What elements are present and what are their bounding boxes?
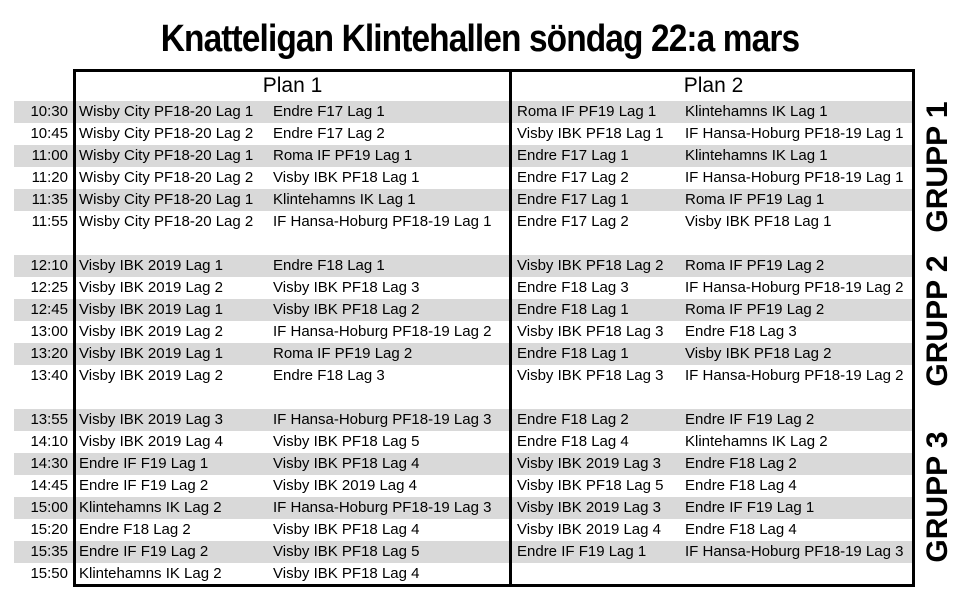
match-time: 11:00 — [31, 147, 68, 164]
plan1-away-team: IF Hansa-Hoburg PF18-19 Lag 3 — [273, 411, 492, 428]
match-time: 14:10 — [30, 433, 68, 450]
plan1-home-team: Wisby City PF18-20 Lag 2 — [79, 125, 254, 142]
plan1-header: Plan 1 — [262, 74, 323, 97]
plan2-home-team — [510, 563, 682, 585]
schedule-row — [14, 453, 912, 475]
plan1-away-team: Roma IF PF19 Lag 2 — [273, 345, 413, 362]
plan2-home-team: Endre F17 Lag 2 — [517, 213, 629, 230]
match-time: 10:30 — [30, 103, 68, 120]
plan2-away-team: IF Hansa-Hoburg PF18-19 Lag 2 — [685, 367, 904, 384]
plan-divider-line — [509, 69, 512, 587]
match-time: 15:20 — [30, 521, 68, 538]
schedule-row — [14, 211, 912, 233]
plan2-home-team: Endre F17 Lag 2 — [517, 169, 629, 186]
plan2-away-team: Endre F18 Lag 4 — [685, 477, 797, 494]
schedule-row — [14, 409, 912, 431]
schedule-row — [14, 145, 912, 167]
plan1-home-team: Endre IF F19 Lag 1 — [79, 455, 209, 472]
match-time: 15:00 — [30, 499, 68, 516]
plan1-home-team: Visby IBK 2019 Lag 2 — [79, 279, 223, 296]
plan1-home-team: Klintehamns IK Lag 2 — [79, 499, 222, 516]
plan1-away-team: Roma IF PF19 Lag 1 — [273, 147, 413, 164]
match-time: 12:25 — [30, 279, 68, 296]
plan2-home-team: Visby IBK PF18 Lag 2 — [517, 257, 664, 274]
plan1-away-team: Visby IBK PF18 Lag 1 — [273, 169, 420, 186]
match-time: 11:55 — [31, 213, 68, 230]
plan1-away-team: IF Hansa-Hoburg PF18-19 Lag 3 — [273, 499, 492, 516]
schedule-row — [14, 167, 912, 189]
plan2-away-team: IF Hansa-Hoburg PF18-19 Lag 3 — [685, 543, 904, 560]
plan2-home-team: Visby IBK PF18 Lag 5 — [517, 477, 664, 494]
plan2-home-team: Visby IBK 2019 Lag 4 — [517, 521, 661, 538]
match-time: 10:45 — [30, 125, 68, 142]
plan1-away-team: Visby IBK PF18 Lag 2 — [273, 301, 420, 318]
plan1-away-team: Endre F18 Lag 3 — [273, 367, 385, 384]
schedule-row — [14, 277, 912, 299]
match-time: 13:40 — [30, 367, 68, 384]
group-gap-row — [14, 233, 912, 255]
plan2-away-team: Klintehamns IK Lag 1 — [685, 147, 828, 164]
plan2-away-team: Endre F18 Lag 2 — [685, 455, 797, 472]
plan1-away-team: Visby IBK PF18 Lag 5 — [273, 433, 420, 450]
plan2-home-team: Roma IF PF19 Lag 1 — [517, 103, 657, 120]
match-time: 11:35 — [31, 191, 68, 208]
plan1-home-team: Endre F18 Lag 2 — [79, 521, 191, 538]
plan2-away-team: Endre IF F19 Lag 1 — [685, 499, 815, 516]
plan2-away-team: IF Hansa-Hoburg PF18-19 Lag 1 — [685, 169, 904, 186]
schedule-row — [14, 299, 912, 321]
plan1-home-team: Wisby City PF18-20 Lag 2 — [79, 213, 254, 230]
plan2-away-team: Endre F18 Lag 3 — [685, 323, 797, 340]
plan1-away-team: Visby IBK PF18 Lag 5 — [273, 543, 420, 560]
plan2-home-team: Visby IBK PF18 Lag 1 — [517, 125, 664, 142]
plan1-away-team: Visby IBK PF18 Lag 4 — [273, 565, 420, 582]
plan2-home-team: Visby IBK PF18 Lag 3 — [517, 367, 664, 384]
match-time: 15:50 — [30, 565, 68, 582]
match-time: 12:45 — [30, 301, 68, 318]
plan1-away-team: Klintehamns IK Lag 1 — [273, 191, 416, 208]
group1-label: GRUPP 1 — [921, 101, 954, 233]
plan1-home-team: Wisby City PF18-20 Lag 1 — [79, 103, 254, 120]
plan1-away-team: IF Hansa-Hoburg PF18-19 Lag 2 — [273, 323, 492, 340]
plan2-home-team: Endre IF F19 Lag 1 — [517, 543, 647, 560]
plan2-home-team: Endre F18 Lag 4 — [517, 433, 629, 450]
plan1-home-team: Wisby City PF18-20 Lag 1 — [79, 191, 254, 208]
plan2-away-team: Roma IF PF19 Lag 2 — [685, 257, 825, 274]
schedule-row — [14, 255, 912, 277]
group2-label: GRUPP 2 — [921, 255, 954, 387]
plan2-away-team: Endre F18 Lag 4 — [685, 521, 797, 538]
schedule-row — [14, 563, 912, 585]
plan2-away-team: IF Hansa-Hoburg PF18-19 Lag 1 — [685, 125, 904, 142]
plan2-away-team: Visby IBK PF18 Lag 2 — [685, 345, 832, 362]
plan1-home-team: Wisby City PF18-20 Lag 2 — [79, 169, 254, 186]
plan1-home-team: Visby IBK 2019 Lag 1 — [79, 257, 223, 274]
match-time: 13:00 — [30, 323, 68, 340]
schedule-row — [14, 101, 912, 123]
plan1-home-team: Wisby City PF18-20 Lag 1 — [79, 147, 254, 164]
plan1-home-team: Endre IF F19 Lag 2 — [79, 477, 209, 494]
plan2-home-team: Endre F18 Lag 1 — [517, 301, 629, 318]
plan2-home-team: Endre F18 Lag 3 — [517, 279, 629, 296]
schedule-row — [14, 431, 912, 453]
plan2-home-team: Endre F18 Lag 1 — [517, 345, 629, 362]
plan1-home-team: Visby IBK 2019 Lag 3 — [79, 411, 223, 428]
plan2-away-team: Roma IF PF19 Lag 2 — [685, 301, 825, 318]
plan2-away-team: Klintehamns IK Lag 2 — [685, 433, 828, 450]
plan2-home-team: Endre F18 Lag 2 — [517, 411, 629, 428]
plan2-away-team: Visby IBK PF18 Lag 1 — [685, 213, 832, 230]
plan1-away-team: Visby IBK PF18 Lag 3 — [273, 279, 420, 296]
schedule-row — [14, 321, 912, 343]
plan1-away-team: Endre F17 Lag 1 — [273, 103, 385, 120]
page-title: Knatteligan Klintehallen söndag 22:a mars — [160, 18, 800, 60]
plan2-away-team: Endre IF F19 Lag 2 — [685, 411, 815, 428]
plan2-home-team: Endre F17 Lag 1 — [517, 147, 629, 164]
plan1-home-team: Visby IBK 2019 Lag 1 — [79, 301, 223, 318]
plan1-home-team: Visby IBK 2019 Lag 2 — [79, 323, 223, 340]
match-time: 11:20 — [31, 169, 68, 186]
plan1-home-team: Visby IBK 2019 Lag 2 — [79, 367, 223, 384]
plan2-header: Plan 2 — [683, 74, 744, 97]
plan2-away-team — [682, 563, 912, 585]
schedule-rows — [14, 101, 912, 585]
schedule-row — [14, 189, 912, 211]
plan1-home-team: Klintehamns IK Lag 2 — [79, 565, 222, 582]
plan1-home-team: Visby IBK 2019 Lag 4 — [79, 433, 223, 450]
plan1-away-team: Endre F17 Lag 2 — [273, 125, 385, 142]
plan2-home-team: Visby IBK 2019 Lag 3 — [517, 455, 661, 472]
schedule-row — [14, 475, 912, 497]
plan2-home-team: Visby IBK PF18 Lag 3 — [517, 323, 664, 340]
plan2-home-team: Endre F17 Lag 1 — [517, 191, 629, 208]
plan1-home-team: Visby IBK 2019 Lag 1 — [79, 345, 223, 362]
plan1-home-team: Endre IF F19 Lag 2 — [79, 543, 209, 560]
schedule-row — [14, 343, 912, 365]
plan1-away-team: Visby IBK PF18 Lag 4 — [273, 521, 420, 538]
match-time: 14:45 — [30, 477, 68, 494]
group3-label: GRUPP 3 — [921, 431, 954, 563]
plan2-away-team: IF Hansa-Hoburg PF18-19 Lag 2 — [685, 279, 904, 296]
group-gap-row — [14, 387, 912, 409]
plan2-away-team: Roma IF PF19 Lag 1 — [685, 191, 825, 208]
match-time: 13:20 — [30, 345, 68, 362]
schedule-row — [14, 365, 912, 387]
plan1-away-team: IF Hansa-Hoburg PF18-19 Lag 1 — [273, 213, 492, 230]
match-time: 12:10 — [30, 257, 68, 274]
schedule-row — [14, 123, 912, 145]
match-time: 15:35 — [30, 543, 68, 560]
plan1-away-team: Endre F18 Lag 1 — [273, 257, 385, 274]
plan1-away-team: Visby IBK 2019 Lag 4 — [273, 477, 417, 494]
plan2-away-team: Klintehamns IK Lag 1 — [685, 103, 828, 120]
schedule-row — [14, 519, 912, 541]
match-time: 13:55 — [30, 411, 68, 428]
plan2-home-team: Visby IBK 2019 Lag 3 — [517, 499, 661, 516]
plan1-away-team: Visby IBK PF18 Lag 4 — [273, 455, 420, 472]
schedule-row — [14, 541, 912, 563]
schedule-row — [14, 497, 912, 519]
match-time: 14:30 — [30, 455, 68, 472]
